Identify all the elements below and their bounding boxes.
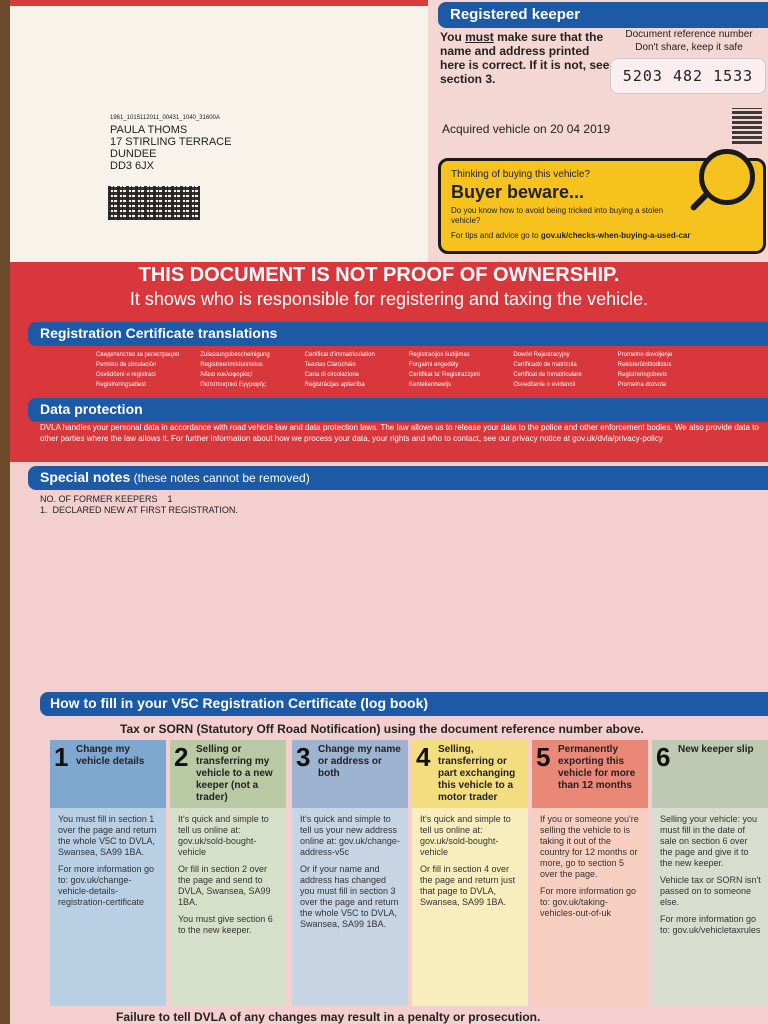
- translation-column: [409, 350, 507, 390]
- docref-label-line1: Document reference number: [625, 29, 753, 40]
- v5c-document: [10, 0, 768, 1024]
- step-text: For more information go to: gov.uk/vehicletaxrules: [660, 914, 761, 935]
- translation-column: [513, 350, 611, 390]
- keeper-note: [440, 30, 610, 86]
- step-6-new-keeper-slip: [652, 740, 768, 1006]
- headline-line2: It shows who is responsible for registering and taxing the vehicle.: [129, 289, 649, 309]
- acquired-date: Acquired vehicle on 20 04 2019: [442, 122, 611, 136]
- beware-tip-link: gov.uk/checks-when-buying-a-used-car: [540, 231, 691, 240]
- translation-column: [200, 350, 298, 390]
- step-text: It's quick and simple to tell us your new address online at: gov.uk/change-address-v5c: [300, 814, 400, 857]
- step-text: It's quick and simple to tell us online at: gov.uk/sold-bought-vehicle: [178, 814, 269, 857]
- beware-tip-text: For tips and advice go to: [451, 231, 541, 240]
- translation-item: Permiso de circulación: [96, 362, 157, 368]
- special-notes-heading: [28, 466, 768, 490]
- penalty-warning: Failure to tell DVLA of any changes may result in a penalty or prosecution.: [116, 1010, 541, 1024]
- data-protection-heading: Data protection: [28, 398, 768, 422]
- step-2-selling-transferring: [170, 740, 286, 1006]
- keeper-address: [110, 114, 231, 172]
- corner-barcode: [732, 108, 762, 144]
- step-text: If you or someone you're selling the vehicle to is taking it out of the country for 12 months or more, go to section 5 over the page.: [540, 814, 639, 879]
- translation-item: Registreringsbevis: [617, 372, 668, 378]
- translation-item: Rekisteröintitodistus: [617, 362, 672, 368]
- step-number: 5: [536, 742, 551, 772]
- special-notes-title: Special notes: [40, 469, 131, 485]
- translation-item: Osvědčení o registraci: [96, 372, 156, 378]
- translations-title-bold: Registration: [40, 325, 122, 341]
- step-head: [412, 740, 528, 808]
- address-line: 17 STIRLING TERRACE: [110, 136, 232, 148]
- 2d-barcode: [108, 186, 200, 220]
- special-note-line: 1. DECLARED NEW AT FIRST REGISTRATION.: [40, 505, 238, 515]
- data-protection-text: DVLA handles your personal data in accordance with road vehicle law and data protection laws. The law allows us to release your data to the police and other enforcement bodies. We also provide data to other parties where the law allows it. For further information about how we process your data, your rights and who to contact, see our privacy notice at gov.uk/dvla/privacy-policy: [40, 423, 759, 443]
- translation-item: Πιστοποιητικό Εγγραφής: [200, 382, 266, 388]
- translation-item: Certificado de matrícula: [513, 362, 577, 368]
- step-label: Change my vehicle details: [76, 744, 145, 767]
- document-reference-label: [614, 28, 764, 54]
- keeper-note-pre: You: [440, 30, 466, 44]
- step-text: Or fill in section 2 over the page and send to DVLA, Swansea, SA99 1BA.: [178, 864, 271, 907]
- step-head: [532, 740, 648, 808]
- step-label: Selling or transferring my vehicle to a new keeper (not a trader): [196, 744, 273, 803]
- translation-item: Prometno dovoljenje: [617, 352, 673, 358]
- step-text: Or fill in section 4 over the page and return just that page to DVLA, Swansea, SA99 1BA.: [420, 864, 516, 907]
- translation-item: Carta di circolazione: [304, 372, 360, 378]
- beware-tip: [451, 231, 753, 240]
- step-head: [50, 740, 166, 808]
- address-line: DUNDEE: [110, 148, 157, 160]
- step-text: It's quick and simple to tell us online at: gov.uk/sold-bought-vehicle: [420, 814, 511, 857]
- step-text: Vehicle tax or SORN isn't passed on to someone else.: [660, 875, 761, 907]
- step-text: For more information go to: gov.uk/change-vehicle-details-registration-certificate: [58, 864, 155, 907]
- step-text: You must give section 6 to the new keeper.: [178, 914, 273, 935]
- beware-subtitle: Do you know how to avoid being tricked into buying a stolen vehicle?: [451, 206, 664, 225]
- step-label: Permanently exporting this vehicle for more than 12 months: [558, 744, 636, 791]
- step-body: [532, 808, 648, 931]
- keeper-note-must: must: [465, 30, 494, 44]
- step-4-motor-trader: [412, 740, 528, 1006]
- step-body: [170, 808, 286, 948]
- step-body: [652, 808, 768, 948]
- translation-item: Kentekenbewijs: [409, 382, 452, 388]
- special-notes: [40, 494, 238, 516]
- step-number: 6: [656, 742, 671, 772]
- step-label: Change my name or address or both: [318, 744, 401, 779]
- steps-row: [50, 740, 768, 1006]
- how-to-fill-heading: How to fill in your V5C Registration Certificate (log book): [40, 692, 768, 716]
- step-label: Selling, transferring or part exchanging this vehicle to a motor trader: [438, 744, 516, 803]
- step-text: Or if your name and address has changed you must fill in section 3 over the page and return the whole V5C to DVLA, Swansea, SA99 1BA.: [300, 864, 399, 929]
- translation-item: Certificat d'immatriculation: [304, 352, 375, 358]
- translation-item: Teastas Clárúcháin: [304, 362, 356, 368]
- document-reference-number: 5203 482 1533: [610, 58, 766, 94]
- translation-column: [305, 350, 403, 390]
- special-notes-subtitle: (these notes cannot be removed): [130, 471, 310, 485]
- buyer-beware-box: [438, 158, 766, 254]
- step-number: 3: [296, 742, 311, 772]
- registered-keeper-heading: Registered keeper: [438, 2, 768, 28]
- translation-item: Osvedčenie o evidencii: [513, 382, 576, 388]
- translation-item: Dowód Rejestracyjny: [513, 352, 570, 358]
- address-line: PAULA THOMS: [110, 124, 188, 136]
- step-body: [292, 808, 408, 942]
- step-number: 4: [416, 742, 431, 772]
- step-body: [412, 808, 528, 920]
- translation-column: [618, 350, 716, 390]
- translations-title-rest: Certificate translations: [121, 325, 278, 341]
- translation-item: Certifikat ta' Registrazzjoni: [409, 372, 480, 378]
- step-3-change-name-address: [292, 740, 408, 1006]
- step-text: You must fill in section 1 over the page and return the whole V5C to DVLA, Swansea, SA99 1BA.: [58, 814, 157, 857]
- step-body: [50, 808, 166, 920]
- step-head: [170, 740, 286, 808]
- translations-grid: [96, 350, 716, 390]
- translation-item: Certificat de înmatriculare: [513, 372, 582, 378]
- translations-heading: [28, 322, 768, 346]
- special-note-line: NO. OF FORMER KEEPERS 1: [40, 494, 173, 504]
- translation-item: Prometna dozvola: [617, 382, 667, 388]
- ownership-headline: [10, 264, 768, 310]
- translation-item: Registracijos liudijimas: [409, 352, 470, 358]
- translation-item: Registreerimistunnistus: [200, 362, 263, 368]
- headline-line1: THIS DOCUMENT IS NOT PROOF OF OWNERSHIP.: [138, 264, 620, 286]
- address-line: DD3 6JX: [110, 160, 155, 172]
- beware-question: Thinking of buying this vehicle?: [451, 169, 590, 180]
- tax-or-sorn-line: Tax or SORN (Statutory Off Road Notification) using the document reference number above.: [120, 722, 644, 736]
- beware-title: Buyer beware...: [451, 182, 585, 202]
- step-head: [292, 740, 408, 808]
- step-label: New keeper slip: [678, 744, 754, 755]
- step-number: 2: [174, 742, 189, 772]
- address-code: 1961_1015112011_00431_1040_31600A: [110, 115, 220, 121]
- translation-item: Reģistrācijas apliecība: [304, 382, 365, 388]
- docref-label-line2: Don't share, keep it safe: [635, 42, 743, 53]
- translation-column: [96, 350, 194, 390]
- keeper-note-post: make sure that the name and address printed here is correct. If it is not, see section 3.: [440, 30, 610, 86]
- step-text: Selling your vehicle: you must fill in the date of sale on section 6 over the page and give it to the new keeper.: [660, 814, 758, 868]
- translation-item: Registreringsattest: [96, 382, 147, 388]
- step-text: For more information go to: gov.uk/taking-vehicles-out-of-uk: [540, 886, 637, 918]
- translation-item: Zulassungsbescheinigung: [200, 352, 270, 358]
- magnifier-icon: [699, 149, 755, 205]
- step-1-change-vehicle-details: [50, 740, 166, 1006]
- top-red-strip: [10, 0, 435, 6]
- translation-item: Forgalmi engedély: [409, 362, 459, 368]
- step-5-exporting: [532, 740, 648, 1006]
- translation-item: Свидетелство за регистрация: [96, 352, 180, 358]
- translation-item: Άδεια κυκλοφορίας/: [200, 372, 253, 378]
- step-number: 1: [54, 742, 69, 772]
- step-head: [652, 740, 768, 808]
